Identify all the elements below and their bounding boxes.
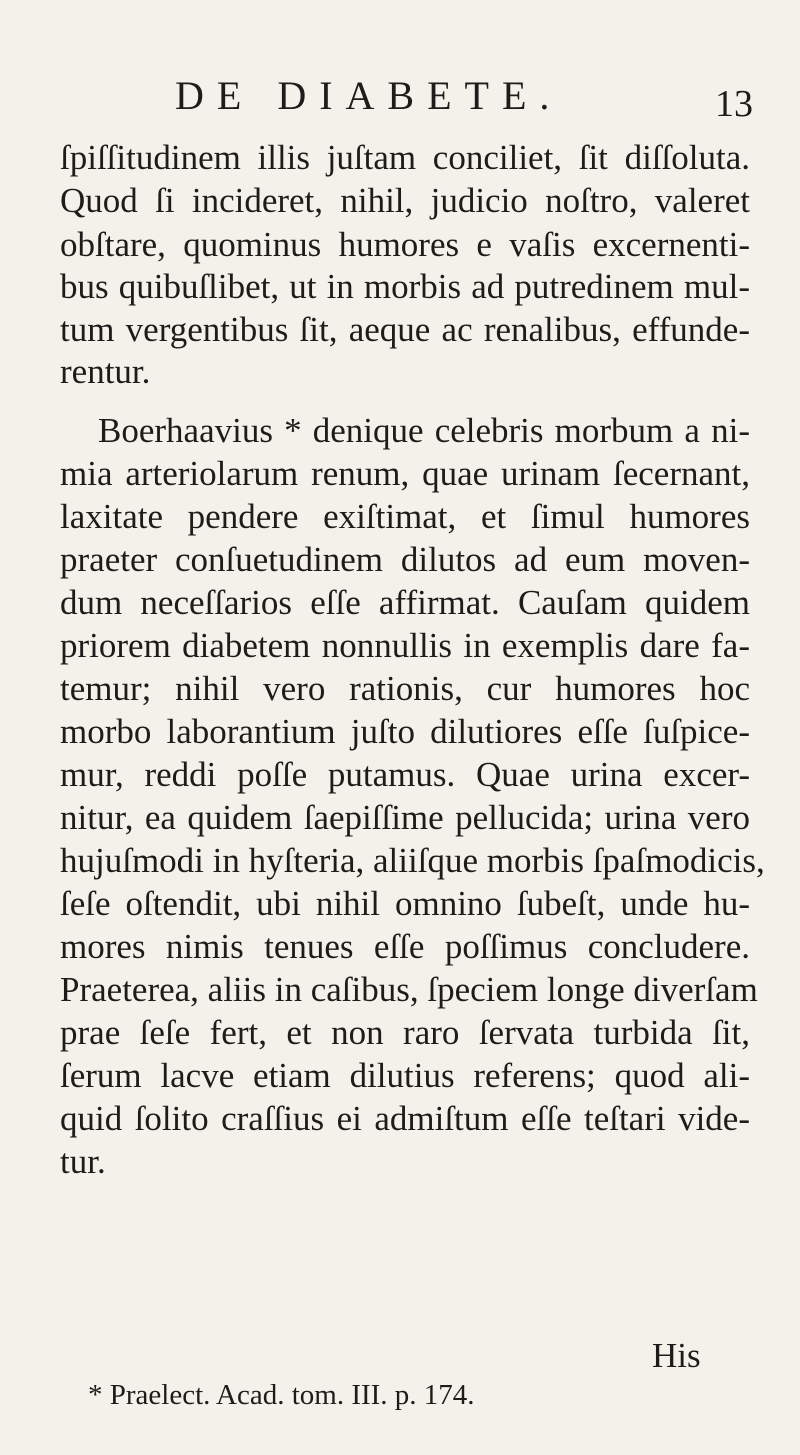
text-line: rentur.: [60, 352, 151, 391]
catchword: His: [652, 1336, 701, 1375]
text-line: quid ſolito craſſius ei admiſtum eſſe teſtari vide-: [60, 1099, 750, 1138]
text-line: temur; nihil vero rationis, cur humores hoc: [60, 669, 750, 708]
text-line: bus quibuſlibet, ut in morbis ad putredinem mul-: [60, 267, 750, 306]
text-line: praeter conſuetudinem dilutos ad eum moven-: [60, 540, 750, 579]
text-line: priorem diabetem nonnullis in exemplis dare fa-: [60, 626, 750, 665]
text-line: Quod ſi incideret, nihil, judicio noſtro, valeret: [60, 181, 750, 220]
text-line: mia arteriolarum renum, quae urinam ſecernant,: [60, 454, 750, 493]
text-line: mur, reddi poſſe putamus. Quae urina excer-: [60, 755, 750, 794]
text-line: tur.: [60, 1142, 106, 1181]
footnote: * Praelect. Acad. tom. III. p. 174.: [88, 1379, 475, 1411]
text-line: mores nimis tenues eſſe poſſimus concludere.: [60, 927, 750, 966]
running-title: DE DIABETE.: [175, 73, 563, 118]
text-line: ſerum lacve etiam dilutius referens; quod ali-: [60, 1056, 750, 1095]
text-line: ſpiſſitudinem illis juſtam conciliet, ſit diſſoluta.: [60, 138, 750, 177]
text-line: ſeſe oſtendit, ubi nihil omnino ſubeſt, unde hu-: [60, 884, 750, 923]
text-line: tum vergentibus ſit, aeque ac renalibus, effunde-: [60, 310, 750, 349]
text-line: prae ſeſe fert, et non raro ſervata turbida ſit,: [60, 1013, 750, 1052]
text-line: Boerhaavius * denique celebris morbum a ni-: [98, 411, 750, 450]
page-number: 13: [715, 83, 753, 125]
text-line: nitur, ea quidem ſaepiſſime pellucida; urina vero: [60, 798, 750, 837]
text-line: hujuſmodi in hyſteria, aliiſque morbis ſpaſmodicis,: [60, 841, 765, 880]
text-line: obſtare, quominus humores e vaſis excernenti-: [60, 225, 750, 264]
text-line: dum neceſſarios eſſe affirmat. Cauſam quidem: [60, 583, 750, 622]
text-line: laxitate pendere exiſtimat, et ſimul humores: [60, 497, 750, 536]
text-line: morbo laborantium juſto dilutiores eſſe ſuſpice-: [60, 712, 750, 751]
text-line: Praeterea, aliis in caſibus, ſpeciem longe diverſam: [60, 970, 758, 1009]
